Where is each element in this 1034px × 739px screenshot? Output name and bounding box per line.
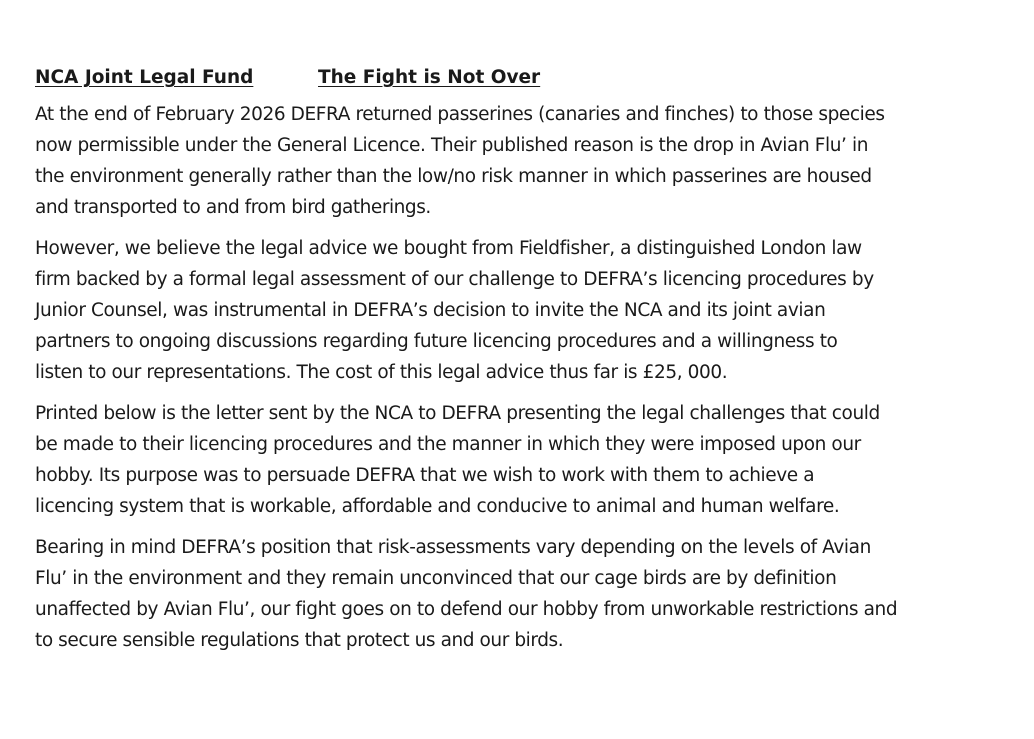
paragraph-line: be made to their licencing procedures and the manner in which they were imposed upon our	[35, 434, 861, 455]
paragraph-line: to secure sensible regulations that protect us and our birds.	[35, 630, 564, 651]
paragraph-line: At the end of February 2026 DEFRA returned passerines (canaries and finches) to those species	[35, 104, 885, 125]
paragraph-line: Bearing in mind DEFRA’s position that risk-assessments vary depending on the levels of Avian	[35, 537, 871, 558]
paragraph-line: Flu’ in the environment and they remain unconvinced that our cage birds are by definition	[35, 568, 837, 589]
paragraph-line: Printed below is the letter sent by the NCA to DEFRA presenting the legal challenges that could	[35, 403, 880, 424]
paragraph-line: now permissible under the General Licence. Their published reason is the drop in Avian Flu’ in	[35, 135, 869, 156]
paragraph-line: unaffected by Avian Flu’, our fight goes on to defend our hobby from unworkable restrictions and	[35, 599, 898, 620]
heading-fight-title: The Fight is Not Over	[318, 67, 541, 88]
paragraph-2	[35, 233, 1015, 388]
paragraph-line: hobby. Its purpose was to persuade DEFRA that we wish to work with them to achieve a	[35, 465, 815, 486]
paragraph-line: firm backed by a formal legal assessment of our challenge to DEFRA’s licencing procedures by	[35, 269, 874, 290]
document-page	[35, 62, 1015, 666]
paragraph-line: Junior Counsel, was instrumental in DEFRA’s decision to invite the NCA and its joint avian	[35, 300, 826, 321]
paragraph-line: and transported to and from bird gatherings.	[35, 197, 431, 218]
paragraph-line: partners to ongoing discussions regarding future licencing procedures and a willingness to	[35, 331, 838, 352]
heading-row	[35, 62, 1015, 96]
paragraph-line: the environment generally rather than the low/no risk manner in which passerines are housed	[35, 166, 872, 187]
paragraph-line: However, we believe the legal advice we bought from Fieldfisher, a distinguished London law	[35, 238, 862, 259]
paragraph-1	[35, 99, 1015, 223]
paragraph-line: licencing system that is workable, affordable and conducive to animal and human welfare.	[35, 496, 840, 517]
paragraph-line: listen to our representations. The cost of this legal advice thus far is £25, 000.	[35, 362, 728, 383]
paragraph-3	[35, 398, 1015, 522]
heading-fund-title: NCA Joint Legal Fund	[35, 67, 254, 88]
paragraph-4	[35, 532, 1015, 656]
